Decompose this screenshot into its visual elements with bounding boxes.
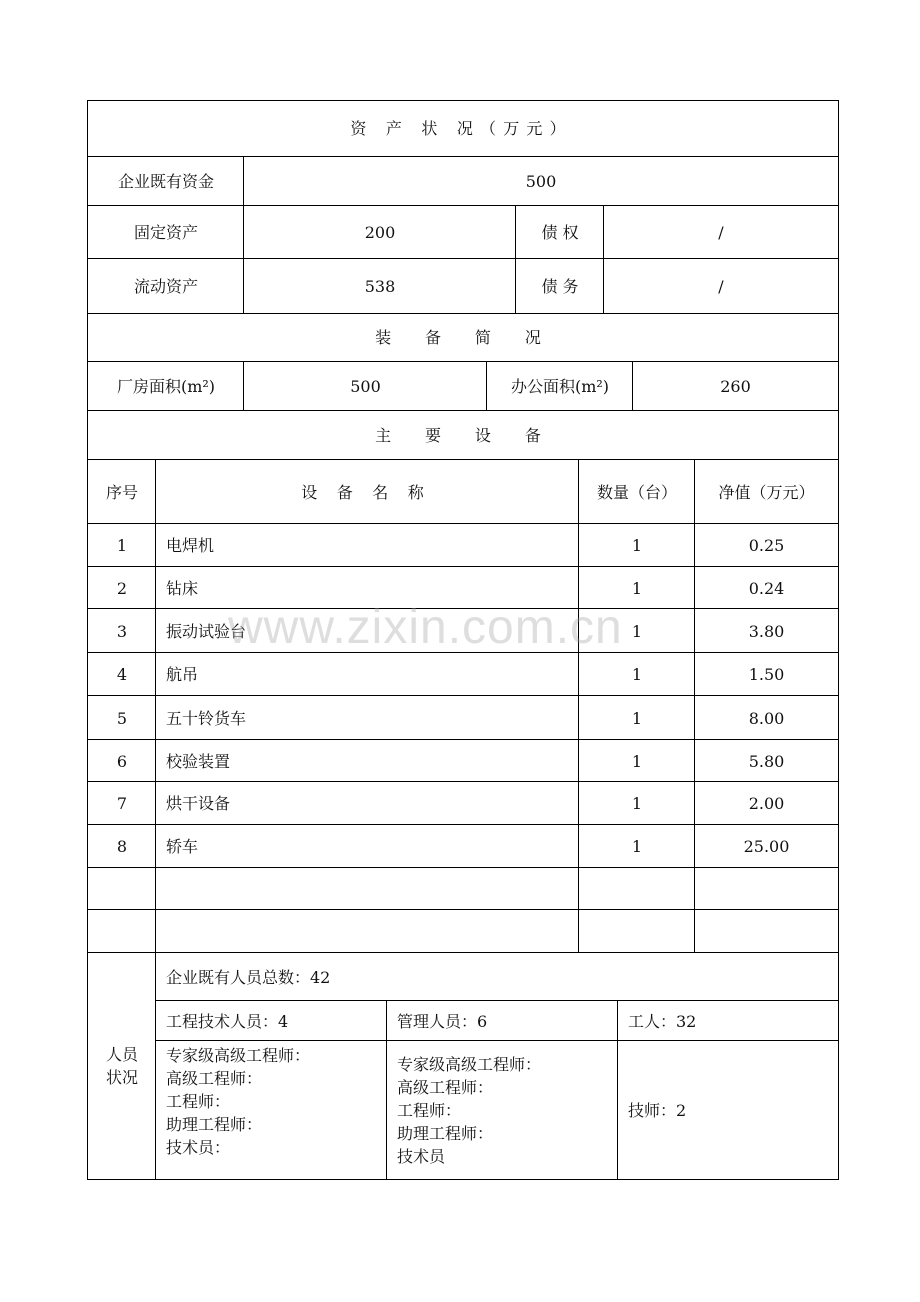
workers-count: 工人：32 (617, 1000, 839, 1041)
row-name-empty (155, 909, 579, 953)
facilities-section-title: 装 备 简 况 (87, 313, 839, 361)
header-net-value: 净值（万元） (694, 459, 839, 524)
row-value: 2.00 (694, 781, 839, 825)
current-assets-label: 流动资产 (87, 258, 244, 313)
debts-label: 债 务 (515, 258, 604, 313)
row-qty: 1 (578, 824, 695, 868)
row-qty: 1 (578, 523, 695, 567)
mgmt-title-item: 工程师： (397, 1100, 462, 1120)
existing-capital-value: 500 (243, 156, 839, 205)
mgmt-title-item: 专家级高级工程师： (397, 1054, 542, 1074)
tech-title-item: 高级工程师： (166, 1069, 263, 1088)
personnel-total: 企业既有人员总数：42 (155, 952, 839, 1001)
row-name-empty (155, 867, 579, 910)
tech-title-item: 工程师： (166, 1092, 231, 1111)
tech-title-item: 专家级高级工程师： (166, 1046, 311, 1065)
mgmt-title-item: 技术员 (397, 1146, 446, 1166)
row-qty: 1 (578, 781, 695, 825)
personnel-label (87, 952, 156, 1180)
existing-capital-label: 企业既有资金 (87, 156, 244, 205)
mgmt-title-item: 助理工程师： (397, 1123, 494, 1143)
row-qty-empty (578, 909, 695, 953)
current-assets-value: 538 (243, 258, 516, 313)
fixed-assets-label: 固定资产 (87, 205, 244, 258)
row-no: 6 (87, 739, 156, 782)
row-qty: 1 (578, 608, 695, 653)
header-no: 序号 (87, 459, 156, 524)
row-no-empty (87, 867, 156, 910)
office-area-value: 260 (632, 361, 839, 410)
row-value-empty (694, 909, 839, 953)
row-qty: 1 (578, 739, 695, 782)
row-name: 航吊 (155, 652, 579, 696)
assets-section-title: 资 产 状 况（万元） (87, 100, 839, 156)
row-qty: 1 (578, 652, 695, 696)
row-no: 3 (87, 608, 156, 653)
row-no: 2 (87, 566, 156, 609)
claims-label: 债 权 (515, 205, 604, 258)
mgmt-titles-cell (386, 1040, 618, 1180)
watermark: www.zixin.com.cn (228, 601, 623, 654)
row-no: 4 (87, 652, 156, 696)
equipment-section-title: 主 要 设 备 (87, 410, 839, 459)
plant-area-label: 厂房面积(m²) (87, 361, 244, 410)
row-value: 1.50 (694, 652, 839, 696)
row-name: 校验装置 (155, 739, 579, 782)
row-name: 钻床 (155, 566, 579, 609)
personnel-label-line1: 人员 (105, 1045, 138, 1064)
tech-title-item: 助理工程师： (166, 1115, 263, 1134)
header-quantity: 数量（台） (578, 459, 695, 524)
row-value: 0.25 (694, 523, 839, 567)
row-value-empty (694, 867, 839, 910)
row-no: 1 (87, 523, 156, 567)
row-name: 电焊机 (155, 523, 579, 567)
row-qty: 1 (578, 695, 695, 740)
row-value: 8.00 (694, 695, 839, 740)
row-qty: 1 (578, 566, 695, 609)
row-name: 振动试验台 (155, 608, 579, 653)
row-qty-empty (578, 867, 695, 910)
row-name: 五十铃货车 (155, 695, 579, 740)
plant-area-value: 500 (243, 361, 487, 410)
claims-value: / (603, 205, 839, 258)
fixed-assets-value: 200 (243, 205, 516, 258)
tech-staff-count: 工程技术人员：4 (155, 1000, 387, 1041)
personnel-label-line2: 状况 (105, 1068, 138, 1087)
header-equipment-name: 设 备 名 称 (155, 459, 579, 524)
row-name: 轿车 (155, 824, 579, 868)
management-count: 管理人员：6 (386, 1000, 618, 1041)
row-name: 烘干设备 (155, 781, 579, 825)
office-area-label: 办公面积(m²) (486, 361, 633, 410)
tech-titles-cell (155, 1040, 387, 1180)
row-value: 0.24 (694, 566, 839, 609)
row-value: 25.00 (694, 824, 839, 868)
row-value: 3.80 (694, 608, 839, 653)
debts-value: / (603, 258, 839, 313)
row-no-empty (87, 909, 156, 953)
mgmt-title-item: 高级工程师： (397, 1077, 494, 1097)
tech-title-item: 技术员： (166, 1138, 231, 1157)
row-no: 7 (87, 781, 156, 825)
technician-count: 技师：2 (617, 1040, 839, 1180)
row-value: 5.80 (694, 739, 839, 782)
row-no: 5 (87, 695, 156, 740)
row-no: 8 (87, 824, 156, 868)
